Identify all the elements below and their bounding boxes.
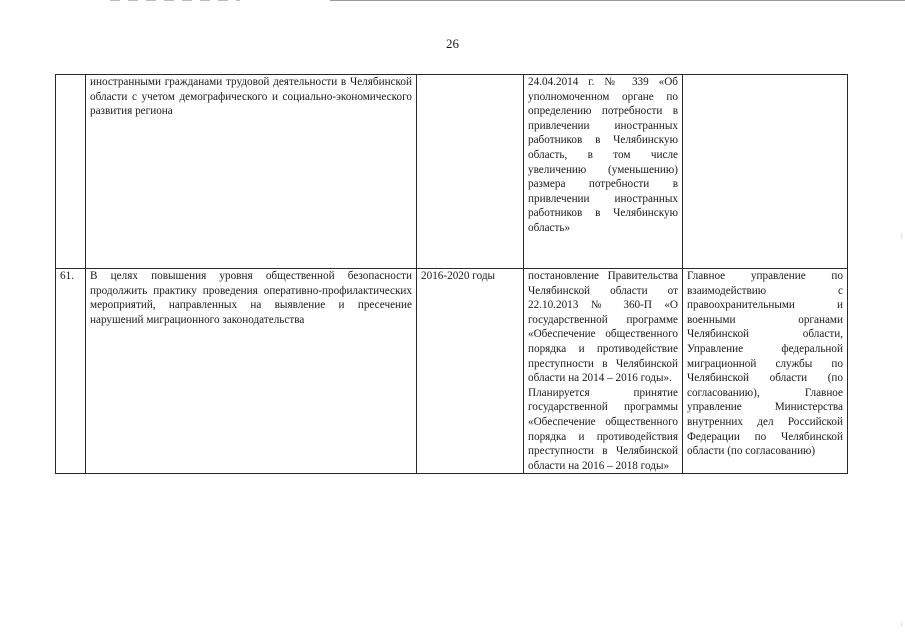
document-paragraph: Планируется принятие государственной программы «Обеспечение общественного порядка и противодействия преступности в Челябинской области на 2016 – 2018 годы» [528,386,678,472]
page-number: 26 [446,36,459,51]
period-cell: 2016-2020 годы [417,269,524,474]
executors-cell [683,75,848,269]
table-row [56,269,848,474]
executors-cell: Главное управление по взаимодействию с правоохранительными и военными органами Челябинской области, Управление федеральной миграционной службы по Челябинской области (по согласованию), Главное управление Министерства внутренних дел Российской Федерации по Челябинской области (по согласованию) [683,269,848,474]
scan-artifact-mark: ⁝ [900,232,903,241]
document-cell [524,75,683,269]
table-row [56,75,848,269]
document-paragraph: 24.04.2014 г. № 339 «Об уполномоченном органе по определению потребности в привлечении иностранных работников в Челябинскую область, в том числе увеличению (уменьшению) размера потребности в привлечении иностранных работников в Челябинскую область» [528,76,678,234]
scan-artifact-mark: ⁝ [900,620,903,629]
period-cell [417,75,524,269]
scan-artifact-top-left [110,0,240,1]
scan-artifact-top-line [330,0,905,1]
action-cell: иностранными гражданами трудовой деятельности в Челябинской области с учетом демографического и социально-экономического развития региона [86,75,417,269]
action-cell: В целях повышения уровня общественной безопасности продолжить практику проведения оперативно-профилактических мероприятий, направленных на выявление и пресечение нарушений миграционного законодательства [86,269,417,474]
row-number-cell: 61. [56,269,86,474]
document-paragraph: постановление Правительства Челябинской области от 22.10.2013 № 360-П «О государственной программе «Обеспечение общественного порядка и противодействие преступности в Челябинской области на 2014 – 2016 годы». [528,270,678,385]
row-number-cell [56,75,86,269]
document-cell [524,269,683,474]
plan-table [55,74,848,474]
